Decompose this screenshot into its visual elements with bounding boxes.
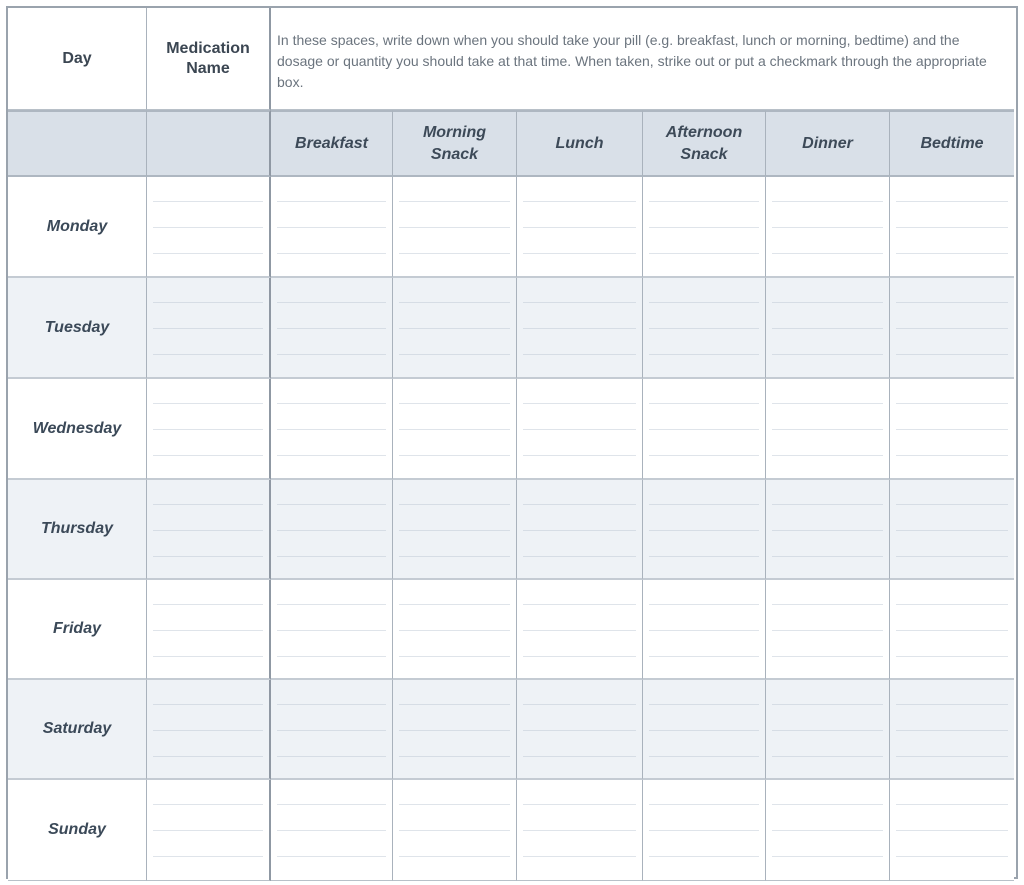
- dose-cell-tuesday-lunch[interactable]: [517, 278, 643, 379]
- writing-line: [399, 227, 510, 228]
- writing-line: [649, 604, 759, 605]
- day-label-cell-friday: [8, 580, 147, 680]
- writing-line: [153, 556, 263, 557]
- writing-lines: [277, 680, 386, 778]
- day-label-cell-monday: [8, 177, 147, 278]
- writing-line: [649, 429, 759, 430]
- dose-cell-monday-breakfast[interactable]: [271, 177, 393, 278]
- writing-line: [772, 630, 883, 631]
- writing-line: [523, 830, 636, 831]
- dose-cell-friday-breakfast[interactable]: [271, 580, 393, 680]
- dose-cell-wednesday-afternoon-snack[interactable]: [643, 379, 766, 480]
- writing-line: [277, 656, 386, 657]
- dose-cell-sunday-dinner[interactable]: [766, 780, 890, 881]
- writing-line: [523, 856, 636, 857]
- medication-name-cell-sunday[interactable]: [147, 780, 271, 881]
- writing-line: [523, 530, 636, 531]
- writing-line: [277, 504, 386, 505]
- medication-header-label: Medication Name: [166, 39, 250, 77]
- writing-line: [523, 656, 636, 657]
- slot-label: Lunch: [555, 134, 604, 152]
- writing-line: [772, 656, 883, 657]
- medication-column-header: [147, 8, 271, 110]
- writing-line: [896, 354, 1008, 355]
- writing-line: [772, 530, 883, 531]
- day-label: Sunday: [48, 821, 106, 838]
- writing-line: [896, 804, 1008, 805]
- writing-line: [153, 354, 263, 355]
- dose-cell-thursday-dinner[interactable]: [766, 480, 890, 580]
- dose-cell-thursday-lunch[interactable]: [517, 480, 643, 580]
- day-label: Saturday: [42, 720, 112, 737]
- writing-line: [896, 856, 1008, 857]
- writing-lines: [896, 480, 1008, 578]
- writing-line: [277, 201, 386, 202]
- writing-line: [649, 302, 759, 303]
- slot-label: Dinner: [802, 134, 853, 152]
- day-label: Tuesday: [44, 318, 110, 336]
- writing-line: [523, 504, 636, 505]
- writing-line: [649, 530, 759, 531]
- writing-lines: [153, 480, 263, 578]
- writing-line: [649, 730, 759, 731]
- dose-cell-monday-morning-snack[interactable]: [393, 177, 517, 278]
- writing-line: [896, 656, 1008, 657]
- writing-line: [523, 253, 636, 254]
- writing-lines: [277, 379, 386, 478]
- writing-line: [399, 730, 510, 731]
- writing-line: [153, 730, 263, 731]
- writing-line: [153, 227, 263, 228]
- writing-line: [896, 730, 1008, 731]
- dose-cell-saturday-afternoon-snack[interactable]: [643, 680, 766, 780]
- writing-line: [523, 201, 636, 202]
- writing-line: [772, 328, 883, 329]
- medication-name-cell-wednesday[interactable]: [147, 379, 271, 480]
- writing-line: [277, 227, 386, 228]
- writing-line: [153, 704, 263, 705]
- writing-lines: [772, 780, 883, 880]
- dose-cell-monday-afternoon-snack[interactable]: [643, 177, 766, 278]
- writing-line: [153, 429, 263, 430]
- dose-cell-sunday-afternoon-snack[interactable]: [643, 780, 766, 881]
- writing-line: [649, 328, 759, 329]
- slot-label: Breakfast: [295, 134, 368, 152]
- writing-line: [772, 227, 883, 228]
- dose-cell-tuesday-morning-snack[interactable]: [393, 278, 517, 379]
- medication-name-cell-saturday[interactable]: [147, 680, 271, 780]
- writing-line: [649, 354, 759, 355]
- writing-lines: [523, 177, 636, 276]
- writing-lines: [277, 177, 386, 276]
- writing-lines: [649, 580, 759, 678]
- writing-line: [649, 656, 759, 657]
- writing-line: [523, 354, 636, 355]
- writing-line: [523, 756, 636, 757]
- writing-line: [772, 429, 883, 430]
- subheader-day-blank: [8, 110, 147, 177]
- writing-lines: [772, 379, 883, 478]
- writing-lines: [896, 379, 1008, 478]
- writing-line: [399, 504, 510, 505]
- writing-lines: [153, 177, 263, 276]
- dose-cell-friday-dinner[interactable]: [766, 580, 890, 680]
- slot-header-breakfast: [271, 110, 393, 177]
- dose-cell-saturday-bedtime[interactable]: [890, 680, 1014, 780]
- writing-line: [772, 556, 883, 557]
- day-header-label: Day: [62, 49, 92, 67]
- writing-lines: [649, 480, 759, 578]
- day-label-cell-tuesday: [8, 278, 147, 379]
- writing-line: [399, 328, 510, 329]
- writing-line: [153, 604, 263, 605]
- writing-line: [399, 429, 510, 430]
- slot-header-morning-snack: [393, 110, 517, 177]
- writing-line: [399, 403, 510, 404]
- writing-lines: [772, 177, 883, 276]
- writing-line: [153, 328, 263, 329]
- writing-line: [523, 704, 636, 705]
- writing-lines: [896, 580, 1008, 678]
- medication-schedule-table: [6, 6, 1018, 879]
- writing-line: [277, 830, 386, 831]
- writing-line: [153, 530, 263, 531]
- writing-line: [277, 856, 386, 857]
- writing-lines: [277, 580, 386, 678]
- dose-cell-sunday-breakfast[interactable]: [271, 780, 393, 881]
- dose-cell-monday-lunch[interactable]: [517, 177, 643, 278]
- writing-line: [649, 504, 759, 505]
- writing-line: [896, 704, 1008, 705]
- dose-cell-sunday-bedtime[interactable]: [890, 780, 1014, 881]
- slot-label: Afternoon Snack: [665, 123, 743, 163]
- writing-line: [277, 429, 386, 430]
- dose-cell-wednesday-lunch[interactable]: [517, 379, 643, 480]
- writing-line: [896, 302, 1008, 303]
- writing-line: [399, 656, 510, 657]
- dose-cell-wednesday-bedtime[interactable]: [890, 379, 1014, 480]
- day-label-cell-wednesday: [8, 379, 147, 480]
- dose-cell-monday-dinner[interactable]: [766, 177, 890, 278]
- writing-line: [649, 830, 759, 831]
- writing-lines: [399, 780, 510, 880]
- writing-line: [649, 804, 759, 805]
- writing-line: [153, 302, 263, 303]
- writing-line: [896, 630, 1008, 631]
- writing-line: [772, 455, 883, 456]
- writing-line: [649, 704, 759, 705]
- slot-header-lunch: [517, 110, 643, 177]
- writing-line: [523, 630, 636, 631]
- writing-lines: [523, 680, 636, 778]
- writing-line: [896, 201, 1008, 202]
- writing-line: [399, 253, 510, 254]
- writing-lines: [399, 177, 510, 276]
- medication-name-cell-monday[interactable]: [147, 177, 271, 278]
- writing-line: [896, 604, 1008, 605]
- writing-lines: [523, 580, 636, 678]
- dose-cell-thursday-morning-snack[interactable]: [393, 480, 517, 580]
- writing-lines: [772, 480, 883, 578]
- writing-line: [277, 704, 386, 705]
- medication-name-cell-tuesday[interactable]: [147, 278, 271, 379]
- dose-cell-tuesday-bedtime[interactable]: [890, 278, 1014, 379]
- writing-lines: [153, 278, 263, 377]
- dose-cell-tuesday-breakfast[interactable]: [271, 278, 393, 379]
- dose-cell-friday-lunch[interactable]: [517, 580, 643, 680]
- writing-line: [896, 530, 1008, 531]
- writing-line: [649, 253, 759, 254]
- writing-line: [896, 504, 1008, 505]
- writing-line: [896, 429, 1008, 430]
- writing-lines: [896, 780, 1008, 880]
- writing-line: [896, 253, 1008, 254]
- day-label-cell-saturday: [8, 680, 147, 780]
- writing-lines: [896, 680, 1008, 778]
- writing-line: [399, 530, 510, 531]
- writing-line: [277, 455, 386, 456]
- dose-cell-sunday-morning-snack[interactable]: [393, 780, 517, 881]
- writing-line: [277, 556, 386, 557]
- writing-line: [896, 756, 1008, 757]
- day-label: Friday: [52, 620, 101, 637]
- writing-line: [772, 201, 883, 202]
- writing-lines: [153, 580, 263, 678]
- writing-line: [649, 227, 759, 228]
- writing-lines: [277, 278, 386, 377]
- dose-cell-friday-afternoon-snack[interactable]: [643, 580, 766, 680]
- writing-line: [153, 804, 263, 805]
- writing-line: [399, 756, 510, 757]
- writing-line: [399, 302, 510, 303]
- writing-line: [277, 756, 386, 757]
- writing-lines: [523, 278, 636, 377]
- dose-cell-monday-bedtime[interactable]: [890, 177, 1014, 278]
- writing-line: [772, 704, 883, 705]
- writing-line: [399, 604, 510, 605]
- writing-lines: [649, 379, 759, 478]
- writing-line: [277, 354, 386, 355]
- writing-lines: [772, 278, 883, 377]
- writing-line: [772, 804, 883, 805]
- writing-line: [523, 804, 636, 805]
- day-label: Thursday: [40, 520, 113, 537]
- writing-lines: [399, 480, 510, 578]
- instructions-cell: [271, 8, 1014, 110]
- instructions-text: In these spaces, write down when you should take your pill (e.g. breakfast, lunch or morning, bedtime) and the dosage or quantity you should take at that time. When taken, strike out or put a checkmark through the appropriate box.: [277, 32, 987, 90]
- writing-line: [772, 730, 883, 731]
- writing-line: [399, 556, 510, 557]
- writing-line: [649, 856, 759, 857]
- writing-line: [277, 804, 386, 805]
- day-label-cell-thursday: [8, 480, 147, 580]
- writing-line: [523, 328, 636, 329]
- writing-line: [896, 455, 1008, 456]
- dose-cell-saturday-lunch[interactable]: [517, 680, 643, 780]
- writing-line: [523, 302, 636, 303]
- writing-lines: [772, 580, 883, 678]
- writing-line: [399, 354, 510, 355]
- writing-line: [277, 328, 386, 329]
- writing-line: [649, 630, 759, 631]
- writing-line: [277, 530, 386, 531]
- writing-line: [277, 302, 386, 303]
- writing-line: [153, 504, 263, 505]
- writing-lines: [153, 379, 263, 478]
- dose-cell-friday-bedtime[interactable]: [890, 580, 1014, 680]
- writing-line: [153, 830, 263, 831]
- writing-lines: [153, 680, 263, 778]
- writing-lines: [399, 580, 510, 678]
- writing-line: [153, 253, 263, 254]
- writing-line: [772, 830, 883, 831]
- day-label-cell-sunday: [8, 780, 147, 881]
- writing-line: [399, 704, 510, 705]
- writing-line: [277, 403, 386, 404]
- writing-lines: [277, 480, 386, 578]
- writing-lines: [277, 780, 386, 880]
- writing-lines: [399, 278, 510, 377]
- writing-line: [772, 504, 883, 505]
- writing-line: [649, 756, 759, 757]
- dose-cell-thursday-bedtime[interactable]: [890, 480, 1014, 580]
- writing-line: [523, 730, 636, 731]
- writing-line: [523, 403, 636, 404]
- writing-line: [896, 556, 1008, 557]
- writing-line: [153, 630, 263, 631]
- writing-lines: [153, 780, 263, 880]
- writing-line: [277, 604, 386, 605]
- writing-lines: [649, 177, 759, 276]
- writing-lines: [523, 780, 636, 880]
- writing-line: [649, 403, 759, 404]
- writing-line: [649, 455, 759, 456]
- writing-line: [523, 227, 636, 228]
- writing-line: [772, 403, 883, 404]
- writing-line: [153, 856, 263, 857]
- writing-line: [523, 556, 636, 557]
- writing-line: [772, 856, 883, 857]
- writing-line: [649, 556, 759, 557]
- dose-cell-saturday-morning-snack[interactable]: [393, 680, 517, 780]
- slot-header-afternoon-snack: [643, 110, 766, 177]
- writing-lines: [399, 680, 510, 778]
- writing-lines: [896, 278, 1008, 377]
- medication-name-cell-friday[interactable]: [147, 580, 271, 680]
- writing-line: [523, 604, 636, 605]
- writing-lines: [649, 278, 759, 377]
- writing-lines: [896, 177, 1008, 276]
- dose-cell-wednesday-dinner[interactable]: [766, 379, 890, 480]
- slot-header-bedtime: [890, 110, 1014, 177]
- writing-lines: [523, 480, 636, 578]
- writing-lines: [399, 379, 510, 478]
- dose-cell-wednesday-morning-snack[interactable]: [393, 379, 517, 480]
- dose-cell-friday-morning-snack[interactable]: [393, 580, 517, 680]
- writing-lines: [649, 780, 759, 880]
- writing-line: [649, 201, 759, 202]
- subheader-medication-blank: [147, 110, 271, 177]
- writing-line: [772, 756, 883, 757]
- writing-line: [399, 856, 510, 857]
- writing-line: [399, 630, 510, 631]
- day-column-header: [8, 8, 147, 110]
- writing-line: [523, 455, 636, 456]
- day-label: Monday: [46, 217, 108, 235]
- writing-lines: [523, 379, 636, 478]
- writing-lines: [649, 680, 759, 778]
- dose-cell-wednesday-breakfast[interactable]: [271, 379, 393, 480]
- dose-cell-saturday-breakfast[interactable]: [271, 680, 393, 780]
- day-label: Wednesday: [32, 419, 122, 437]
- slot-header-dinner: [766, 110, 890, 177]
- dose-cell-thursday-breakfast[interactable]: [271, 480, 393, 580]
- writing-line: [153, 656, 263, 657]
- writing-line: [772, 253, 883, 254]
- writing-line: [153, 403, 263, 404]
- slot-label: Bedtime: [920, 134, 984, 152]
- dose-cell-sunday-lunch[interactable]: [517, 780, 643, 881]
- dose-cell-tuesday-dinner[interactable]: [766, 278, 890, 379]
- writing-line: [896, 328, 1008, 329]
- writing-line: [277, 730, 386, 731]
- writing-line: [277, 630, 386, 631]
- medication-name-cell-thursday[interactable]: [147, 480, 271, 580]
- writing-line: [772, 302, 883, 303]
- dose-cell-thursday-afternoon-snack[interactable]: [643, 480, 766, 580]
- writing-line: [896, 403, 1008, 404]
- slot-label: Morning Snack: [422, 123, 487, 163]
- writing-line: [153, 756, 263, 757]
- writing-line: [523, 429, 636, 430]
- writing-line: [153, 201, 263, 202]
- writing-line: [399, 455, 510, 456]
- writing-line: [772, 604, 883, 605]
- writing-lines: [772, 680, 883, 778]
- writing-line: [772, 354, 883, 355]
- dose-cell-tuesday-afternoon-snack[interactable]: [643, 278, 766, 379]
- writing-line: [896, 830, 1008, 831]
- writing-line: [399, 804, 510, 805]
- dose-cell-saturday-dinner[interactable]: [766, 680, 890, 780]
- writing-line: [153, 455, 263, 456]
- writing-line: [399, 201, 510, 202]
- writing-line: [896, 227, 1008, 228]
- writing-line: [277, 253, 386, 254]
- writing-line: [399, 830, 510, 831]
